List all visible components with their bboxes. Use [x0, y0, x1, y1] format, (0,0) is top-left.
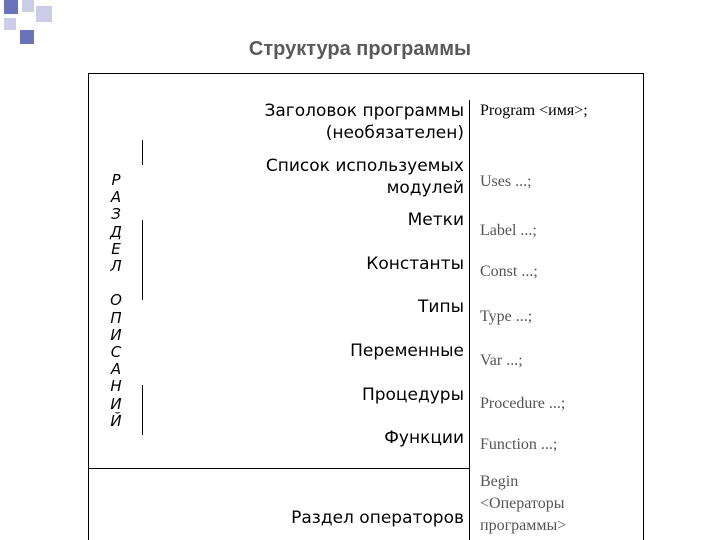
side-vertical-label — [103, 172, 129, 430]
side-letter: О — [110, 291, 122, 310]
section-header-note: (необязателен) — [325, 123, 464, 143]
operators-separator — [88, 468, 470, 469]
section-procedures: Процедуры — [361, 385, 464, 405]
code-begin-line2: <Операторы — [480, 495, 565, 512]
code-procedure: Procedure ...; — [480, 395, 566, 412]
side-letter: Е — [111, 239, 121, 258]
side-letter: Л — [110, 257, 122, 276]
code-const: Const ...; — [480, 263, 538, 280]
side-letter: А — [110, 188, 122, 207]
side-letter: Д — [110, 222, 122, 241]
code-program: Program <имя>; — [480, 102, 588, 119]
code-begin — [480, 471, 566, 537]
code-type: Type ...; — [480, 308, 533, 325]
side-letter: П — [110, 308, 122, 327]
section-variables: Переменные — [350, 341, 464, 361]
section-header-name: Заголовок программы — [264, 101, 464, 121]
side-letter: И — [110, 394, 122, 413]
bracket-tick-lower — [142, 385, 143, 435]
code-begin-line1: Begin — [480, 473, 519, 490]
decor-square-1 — [4, 0, 18, 14]
section-functions: Функции — [384, 428, 464, 448]
page-title: Структура программы — [248, 38, 472, 60]
side-letter: З — [111, 205, 121, 224]
code-var: Var ...; — [480, 352, 523, 369]
code-label: Label ...; — [480, 222, 537, 239]
code-function: Function ...; — [480, 436, 558, 453]
code-begin-line3: программы> — [480, 517, 567, 534]
side-letter — [103, 275, 129, 292]
section-header — [264, 100, 464, 144]
side-letter: И — [110, 325, 122, 344]
side-letter: А — [110, 360, 122, 379]
section-uses-name2: модулей — [386, 178, 464, 198]
side-letter: Й — [110, 411, 122, 430]
side-letter: Р — [111, 171, 121, 189]
side-letter: Н — [110, 377, 122, 396]
decor-square-2 — [22, 0, 34, 12]
bracket-tick-mid — [142, 220, 143, 300]
code-uses: Uses ...; — [480, 173, 532, 190]
section-operators: Раздел операторов — [291, 508, 464, 528]
side-letter: С — [110, 343, 122, 362]
section-constants: Константы — [366, 254, 464, 274]
decor-square-3 — [4, 18, 16, 30]
column-divider — [469, 100, 470, 540]
decor-square-4 — [36, 6, 52, 22]
section-labels: Метки — [407, 210, 464, 230]
section-uses-name: Список используемых — [265, 156, 464, 176]
section-uses — [266, 155, 464, 199]
bracket-tick-upper — [142, 140, 143, 165]
section-types: Типы — [418, 297, 464, 317]
